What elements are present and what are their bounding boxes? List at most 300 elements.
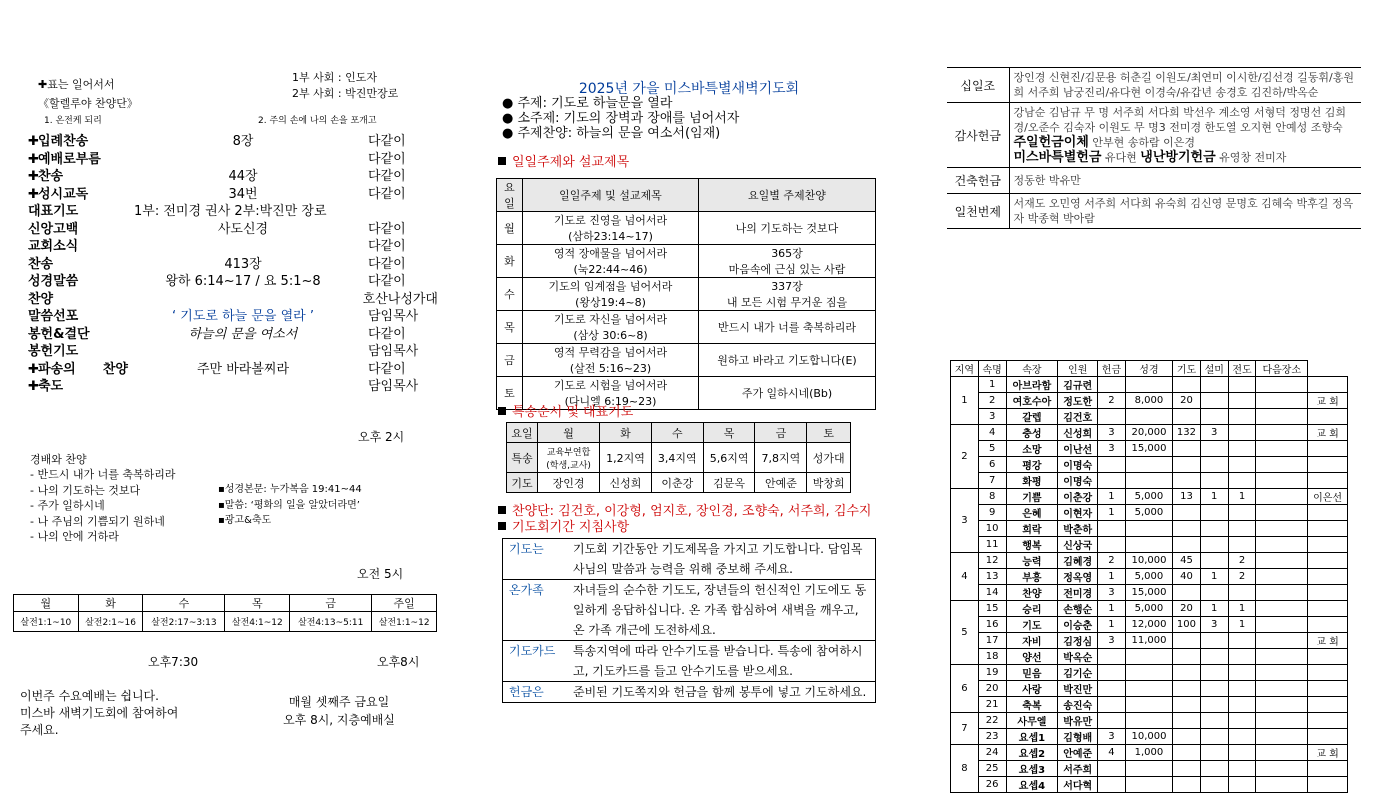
att-cell	[1308, 441, 1348, 457]
att-cell	[1256, 649, 1308, 665]
att-cell: 1	[1228, 617, 1256, 633]
att-cell	[1200, 521, 1228, 537]
special-cell: 7,8지역	[755, 443, 807, 473]
att-cell	[1308, 681, 1348, 697]
att-row	[951, 729, 1348, 745]
att-cell	[1125, 777, 1172, 793]
att-cell	[1228, 473, 1256, 489]
att-cell: 행복	[1006, 537, 1058, 553]
attendance-table	[950, 360, 1348, 793]
att-cell: 정도한	[1058, 393, 1098, 409]
att-cell	[1256, 489, 1308, 505]
order-name: 찬양	[28, 291, 54, 307]
att-row	[951, 441, 1348, 457]
order-leader: 다같이	[368, 361, 406, 377]
offering-row	[947, 168, 1361, 194]
att-cell	[1200, 697, 1228, 713]
att-cell	[1228, 537, 1256, 553]
att-cell: 김혜경	[1058, 553, 1098, 569]
att-cell: 요셉1	[1006, 729, 1058, 745]
att-cell	[1173, 585, 1201, 601]
order-content: 1부: 전미경 권사 2부:박진만 장로	[134, 204, 327, 219]
order-row	[28, 218, 438, 236]
att-cell: 교 회	[1308, 745, 1348, 761]
att-cell: 1	[1098, 569, 1126, 585]
att-cell: 이명숙	[1058, 473, 1098, 489]
att-cell: 아브라함	[1006, 377, 1058, 393]
att-cell: 3	[1098, 425, 1126, 441]
special-cell: 기도	[507, 473, 538, 493]
day: 화	[497, 245, 523, 278]
offering-row	[947, 68, 1361, 103]
day: 수	[497, 278, 523, 311]
order-content: 34번	[228, 186, 258, 202]
att-cell: 기쁨	[1006, 489, 1058, 505]
offering-type: 건축헌금	[947, 168, 1009, 194]
att-row	[951, 489, 1348, 505]
att-cell: 3	[1098, 729, 1126, 745]
pm730-label: 오후7:30	[148, 655, 199, 669]
att-head: 설미	[1200, 361, 1228, 377]
order-name: ✚축도	[28, 379, 64, 394]
att-cell: 1	[1098, 489, 1126, 505]
att-cell	[1200, 649, 1228, 665]
att-cell	[1308, 569, 1348, 585]
att-cell: 전미경	[1058, 585, 1098, 601]
att-cell: 12,000	[1125, 617, 1172, 633]
special-cell: 토	[807, 423, 851, 443]
order-name: ✚성시교독	[28, 186, 89, 202]
att-cell	[1098, 713, 1126, 729]
offering-row	[947, 194, 1361, 229]
att-cell	[1308, 521, 1348, 537]
att-cell	[1200, 393, 1228, 409]
att-cell	[1256, 761, 1308, 777]
order-content: 44장	[228, 169, 258, 184]
att-cell: 부흥	[1006, 569, 1058, 585]
att-cell: 신성희	[1058, 425, 1098, 441]
special-cell: 금	[755, 423, 807, 443]
att-cell: 정옥영	[1058, 569, 1098, 585]
att-cell: 3	[1098, 585, 1126, 601]
att-cell: 박유만	[1058, 713, 1098, 729]
att-cell	[1200, 681, 1228, 697]
att-cell: 132	[1173, 425, 1201, 441]
themes: ● 주제: 기도로 하늘문을 열라 ● 소주제: 기도의 장벽과 장애를 넘어서자 ● 주제찬양: 하늘의 문을 여소서(임재)	[502, 96, 740, 141]
att-cell: 26	[978, 777, 1006, 793]
att-cell: 1	[1228, 601, 1256, 617]
att-cell	[1200, 777, 1228, 793]
order-content: 왕하 6:14~17 / 요 5:1~8	[165, 274, 321, 289]
att-cell: 이난선	[1058, 441, 1098, 457]
pm2-song: - 나 주님의 기쁨되기 원하네	[30, 514, 165, 528]
att-cell: 40	[1173, 569, 1201, 585]
att-cell: 4	[978, 425, 1006, 441]
special-cell: 요일	[507, 423, 538, 443]
att-cell: 김규련	[1058, 377, 1098, 393]
att-cell	[1228, 713, 1256, 729]
order-content: 하늘의 문을 여소서	[188, 326, 298, 342]
att-head: 지역	[951, 361, 979, 377]
att-region: 7	[951, 713, 979, 745]
att-cell	[1256, 377, 1308, 393]
order-row	[28, 270, 438, 288]
order-row	[28, 130, 438, 148]
att-cell	[1308, 665, 1348, 681]
order-name: 말씀선포	[28, 309, 79, 324]
guide-text: 자녀들의 순수한 기도도, 장년들의 헌신적인 기도에도 동일하게 응답하십니다. 온 가족 합심하여 새벽을 깨우고, 온 가족 개근에 도전하세요.	[573, 583, 867, 637]
att-cell: 16	[978, 617, 1006, 633]
att-cell: 김형배	[1058, 729, 1098, 745]
order-leader: 담임목사	[368, 379, 419, 394]
att-cell: 요셉2	[1006, 745, 1058, 761]
wed-note: 이번주 수요예배는 쉽니다. 미스바 새벽기도회에 참여하여 주세요.	[20, 689, 179, 737]
att-cell	[1256, 633, 1308, 649]
guide-row	[503, 539, 875, 580]
att-cell	[1200, 505, 1228, 521]
att-cell: 17	[978, 633, 1006, 649]
att-cell	[1173, 713, 1201, 729]
guide-row	[503, 641, 875, 682]
pm2-songs	[30, 467, 175, 545]
order-name: 찬송	[28, 256, 54, 272]
att-row	[951, 409, 1348, 425]
att-cell	[1125, 377, 1172, 393]
att-cell	[1173, 745, 1201, 761]
order-content: 사도신경	[217, 221, 269, 237]
att-cell	[1173, 441, 1201, 457]
att-cell	[1098, 521, 1126, 537]
att-cell	[1256, 409, 1308, 425]
att-cell: 양선	[1006, 649, 1058, 665]
att-cell	[1200, 441, 1228, 457]
order-name: 대표기도	[28, 204, 79, 219]
att-cell	[1308, 409, 1348, 425]
att-cell: 10	[978, 521, 1006, 537]
special-cell: 박창희	[807, 473, 851, 493]
att-region: 1	[951, 377, 979, 425]
att-cell	[1308, 537, 1348, 553]
special-cell: 신성희	[600, 473, 652, 493]
att-cell: 6	[978, 457, 1006, 473]
order-leader: 다같이	[368, 274, 406, 289]
att-cell	[1308, 697, 1348, 713]
pm2-info-item: ▪성경본문: 누가복음 19:41~44	[218, 484, 362, 495]
att-cell: 12	[978, 553, 1006, 569]
order-name: ✚파송의 찬양	[28, 361, 128, 377]
att-cell: 김건호	[1058, 409, 1098, 425]
att-cell	[1200, 729, 1228, 745]
att-cell	[1228, 393, 1256, 409]
att-cell: 믿음	[1006, 665, 1058, 681]
offering-names: 장인경 신현진/김문용 허춘길 이원도/최연미 이시한/김선경 길동휘/홍원희 서주희 남궁진리/유다현 이경숙/유갑년 송경호 김진하/박옥순	[1009, 68, 1361, 103]
guide-row	[503, 682, 875, 702]
order-content: 주만 바라볼찌라	[196, 361, 290, 377]
att-row	[951, 697, 1348, 713]
week-head: 수	[143, 595, 225, 612]
sermon: 기도로 진영을 넘어서라 (삼하23:14~17)	[523, 212, 699, 245]
att-cell	[1256, 457, 1308, 473]
guide-box	[502, 538, 876, 703]
att-cell: 100	[1173, 617, 1201, 633]
special-cell: 5,6지역	[703, 443, 755, 473]
att-cell: 2	[1228, 569, 1256, 585]
order-row	[28, 235, 438, 253]
att-cell: 20	[1173, 601, 1201, 617]
att-cell	[1173, 521, 1201, 537]
guide-key: 기도카드	[509, 644, 556, 658]
att-cell	[1200, 745, 1228, 761]
att-cell	[1200, 665, 1228, 681]
att-cell	[1173, 761, 1201, 777]
day: 월	[497, 212, 523, 245]
att-cell	[1173, 505, 1201, 521]
att-cell: 5,000	[1125, 505, 1172, 521]
att-cell: 3	[1098, 633, 1126, 649]
praise-team: 《할렐루야 찬양단》	[38, 97, 138, 110]
order-leader: 다같이	[368, 239, 406, 254]
att-cell	[1173, 457, 1201, 473]
pm2-title: 경배와 찬양	[30, 453, 87, 466]
order-leader: 다같이	[368, 186, 406, 202]
att-cell: 소망	[1006, 441, 1058, 457]
att-cell: 3	[1200, 425, 1228, 441]
att-cell	[1228, 649, 1256, 665]
week-value: 살전2:1~16	[78, 612, 143, 632]
att-cell	[1125, 649, 1172, 665]
am5-label: 오전 5시	[357, 567, 404, 581]
att-cell: 손행순	[1058, 601, 1098, 617]
att-cell: 1	[1200, 489, 1228, 505]
att-cell	[1173, 649, 1201, 665]
att-cell	[1125, 473, 1172, 489]
order-row	[28, 148, 438, 166]
daily-col-head: 일일주제 및 설교제목	[523, 179, 699, 212]
att-cell: 3	[1200, 617, 1228, 633]
att-cell	[1125, 665, 1172, 681]
order-row	[28, 358, 438, 376]
pm2-song: - 주가 일하시네	[30, 499, 105, 512]
order-content: 8장	[232, 134, 254, 149]
att-region: 4	[951, 553, 979, 601]
order-leader: 다같이	[368, 221, 406, 237]
att-cell	[1125, 537, 1172, 553]
daily-head: 일일주제와 설교제목	[498, 151, 629, 170]
special-cell: 안예준	[755, 473, 807, 493]
att-cell	[1256, 569, 1308, 585]
choir: 찬양단: 김건호, 이강형, 엄지호, 장인경, 조향숙, 서주희, 김수지	[498, 500, 872, 519]
day: 금	[497, 344, 523, 377]
att-cell: 4	[1098, 745, 1126, 761]
daily-col-head: 요일	[497, 179, 523, 212]
order-row	[28, 253, 438, 271]
week-head: 주일	[372, 595, 437, 612]
att-head: 다음장소	[1256, 361, 1308, 377]
att-cell	[1098, 697, 1126, 713]
att-cell	[1200, 585, 1228, 601]
att-cell: 이은선	[1308, 489, 1348, 505]
att-cell	[1308, 713, 1348, 729]
att-cell: 24	[978, 745, 1006, 761]
daily-row	[497, 212, 876, 245]
att-cell: 여호수아	[1006, 393, 1058, 409]
special-cell: 1,2지역	[600, 443, 652, 473]
order-leader: 다같이	[368, 134, 406, 149]
att-cell	[1308, 553, 1348, 569]
att-cell: 이승춘	[1058, 617, 1098, 633]
att-cell	[1256, 745, 1308, 761]
order-name: 봉헌기도	[28, 344, 79, 359]
song: 반드시 내가 너를 축복하리라	[699, 311, 876, 344]
att-cell	[1200, 553, 1228, 569]
order-row	[28, 305, 438, 323]
att-head: 인원	[1058, 361, 1098, 377]
att-cell: 3	[1098, 441, 1126, 457]
att-cell	[1200, 457, 1228, 473]
att-cell	[1200, 761, 1228, 777]
att-cell: 1	[1228, 489, 1256, 505]
att-cell	[1228, 441, 1256, 457]
order-leader: 다같이	[368, 326, 406, 342]
att-cell: 충성	[1006, 425, 1058, 441]
att-cell: 20	[978, 681, 1006, 697]
special-cell: 목	[703, 423, 755, 443]
order-row	[28, 323, 438, 341]
att-cell	[1200, 713, 1228, 729]
att-row	[951, 633, 1348, 649]
order-name: ✚예배로부름	[28, 151, 101, 167]
att-cell	[1308, 585, 1348, 601]
day: 토	[497, 377, 523, 410]
att-region: 2	[951, 425, 979, 489]
att-cell	[1228, 681, 1256, 697]
att-cell	[1228, 777, 1256, 793]
att-cell: 20	[1173, 393, 1201, 409]
att-cell: 기도	[1006, 617, 1058, 633]
att-cell: 안예준	[1058, 745, 1098, 761]
att-cell	[1308, 617, 1348, 633]
special-cell: 월	[538, 423, 600, 443]
att-cell: 2	[1228, 553, 1256, 569]
att-cell: 요셉4	[1006, 777, 1058, 793]
att-cell: 박춘하	[1058, 521, 1098, 537]
week-head: 목	[225, 595, 290, 612]
att-row	[951, 377, 1348, 393]
att-cell	[1308, 777, 1348, 793]
guide-text: 준비된 기도쪽지와 헌금을 함께 봉투에 넣고 기도하세요.	[573, 685, 867, 699]
att-cell: 서다혁	[1058, 777, 1098, 793]
sermon: 기도의 임계점을 넘어서라 (왕상19:4~8)	[523, 278, 699, 311]
order-leader: 호산나성가대	[362, 291, 438, 307]
att-cell: 18	[978, 649, 1006, 665]
att-cell: 능력	[1006, 553, 1058, 569]
att-cell	[1125, 409, 1172, 425]
att-cell: 사랑	[1006, 681, 1058, 697]
att-cell: 은혜	[1006, 505, 1058, 521]
special-cell: 이춘강	[651, 473, 703, 493]
att-cell: 1	[978, 377, 1006, 393]
att-row	[951, 393, 1348, 409]
att-cell: 김기순	[1058, 665, 1098, 681]
sermon: 영적 무력감을 넘어서라 (살전 5:16~23)	[523, 344, 699, 377]
att-row	[951, 569, 1348, 585]
att-cell	[1256, 537, 1308, 553]
order-leader: 다같이	[368, 169, 406, 184]
att-cell: 박옥순	[1058, 649, 1098, 665]
offering-table	[947, 67, 1361, 229]
week-table	[13, 594, 437, 632]
order-leader: 다같이	[368, 151, 406, 167]
daily-table	[496, 178, 876, 410]
att-cell	[1098, 761, 1126, 777]
att-cell: 이춘강	[1058, 489, 1098, 505]
order-leader: 담임목사	[368, 309, 419, 324]
att-cell	[1308, 601, 1348, 617]
att-row	[951, 649, 1348, 665]
pm2-info	[218, 482, 362, 529]
sermon: 기도로 시험을 넘어서라 (다니엘 6:19~23)	[523, 377, 699, 410]
week-value: 살전1:1~10	[14, 612, 79, 632]
att-row	[951, 601, 1348, 617]
att-row	[951, 457, 1348, 473]
att-head: 기도	[1173, 361, 1201, 377]
special-cell: 성가대	[807, 443, 851, 473]
att-cell	[1228, 521, 1256, 537]
att-cell: 8,000	[1125, 393, 1172, 409]
att-head: 전도	[1228, 361, 1256, 377]
att-cell	[1125, 457, 1172, 473]
att-cell: 1,000	[1125, 745, 1172, 761]
att-cell	[1200, 409, 1228, 425]
att-row	[951, 681, 1348, 697]
song: 나의 기도하는 것보다	[699, 212, 876, 245]
stand-note: ✚표는 일어서서	[38, 78, 115, 91]
song-2: 2. 주의 손에 나의 손을 포개고	[258, 116, 377, 126]
att-cell	[1308, 377, 1348, 393]
att-cell	[1256, 601, 1308, 617]
order-name: 교회소식	[28, 239, 79, 254]
att-cell	[1125, 521, 1172, 537]
att-cell	[1308, 761, 1348, 777]
att-cell	[1200, 377, 1228, 393]
order-leader: 다같이	[368, 256, 406, 272]
song: 원하고 바라고 기도합니다(E)	[699, 344, 876, 377]
att-cell: 갈렙	[1006, 409, 1058, 425]
att-region: 6	[951, 665, 979, 713]
sermon: 기도로 자신을 넘어서라 (삼상 30:6~8)	[523, 311, 699, 344]
special-cell: 특송	[507, 443, 538, 473]
song: 337장 내 모든 시험 무거운 짐을	[699, 278, 876, 311]
att-cell: 45	[1173, 553, 1201, 569]
special-cell: 김문옥	[703, 473, 755, 493]
att-cell: 15,000	[1125, 441, 1172, 457]
guide-key: 기도는	[509, 542, 544, 556]
order-content: ‘ 기도로 하늘 문을 열라 ’	[172, 309, 314, 324]
att-cell: 1	[1200, 569, 1228, 585]
att-cell	[1200, 537, 1228, 553]
guide-key: 헌금은	[509, 685, 544, 699]
att-head: 성경	[1125, 361, 1172, 377]
att-cell: 22	[978, 713, 1006, 729]
att-cell	[1256, 553, 1308, 569]
att-cell	[1256, 425, 1308, 441]
att-cell	[1308, 729, 1348, 745]
pm2-info-item: ▪말씀: ‘평화의 일을 알았더라면’	[218, 499, 360, 511]
att-cell	[1228, 409, 1256, 425]
att-cell: 1	[1098, 601, 1126, 617]
att-cell	[1173, 777, 1201, 793]
week-head: 금	[290, 595, 372, 612]
